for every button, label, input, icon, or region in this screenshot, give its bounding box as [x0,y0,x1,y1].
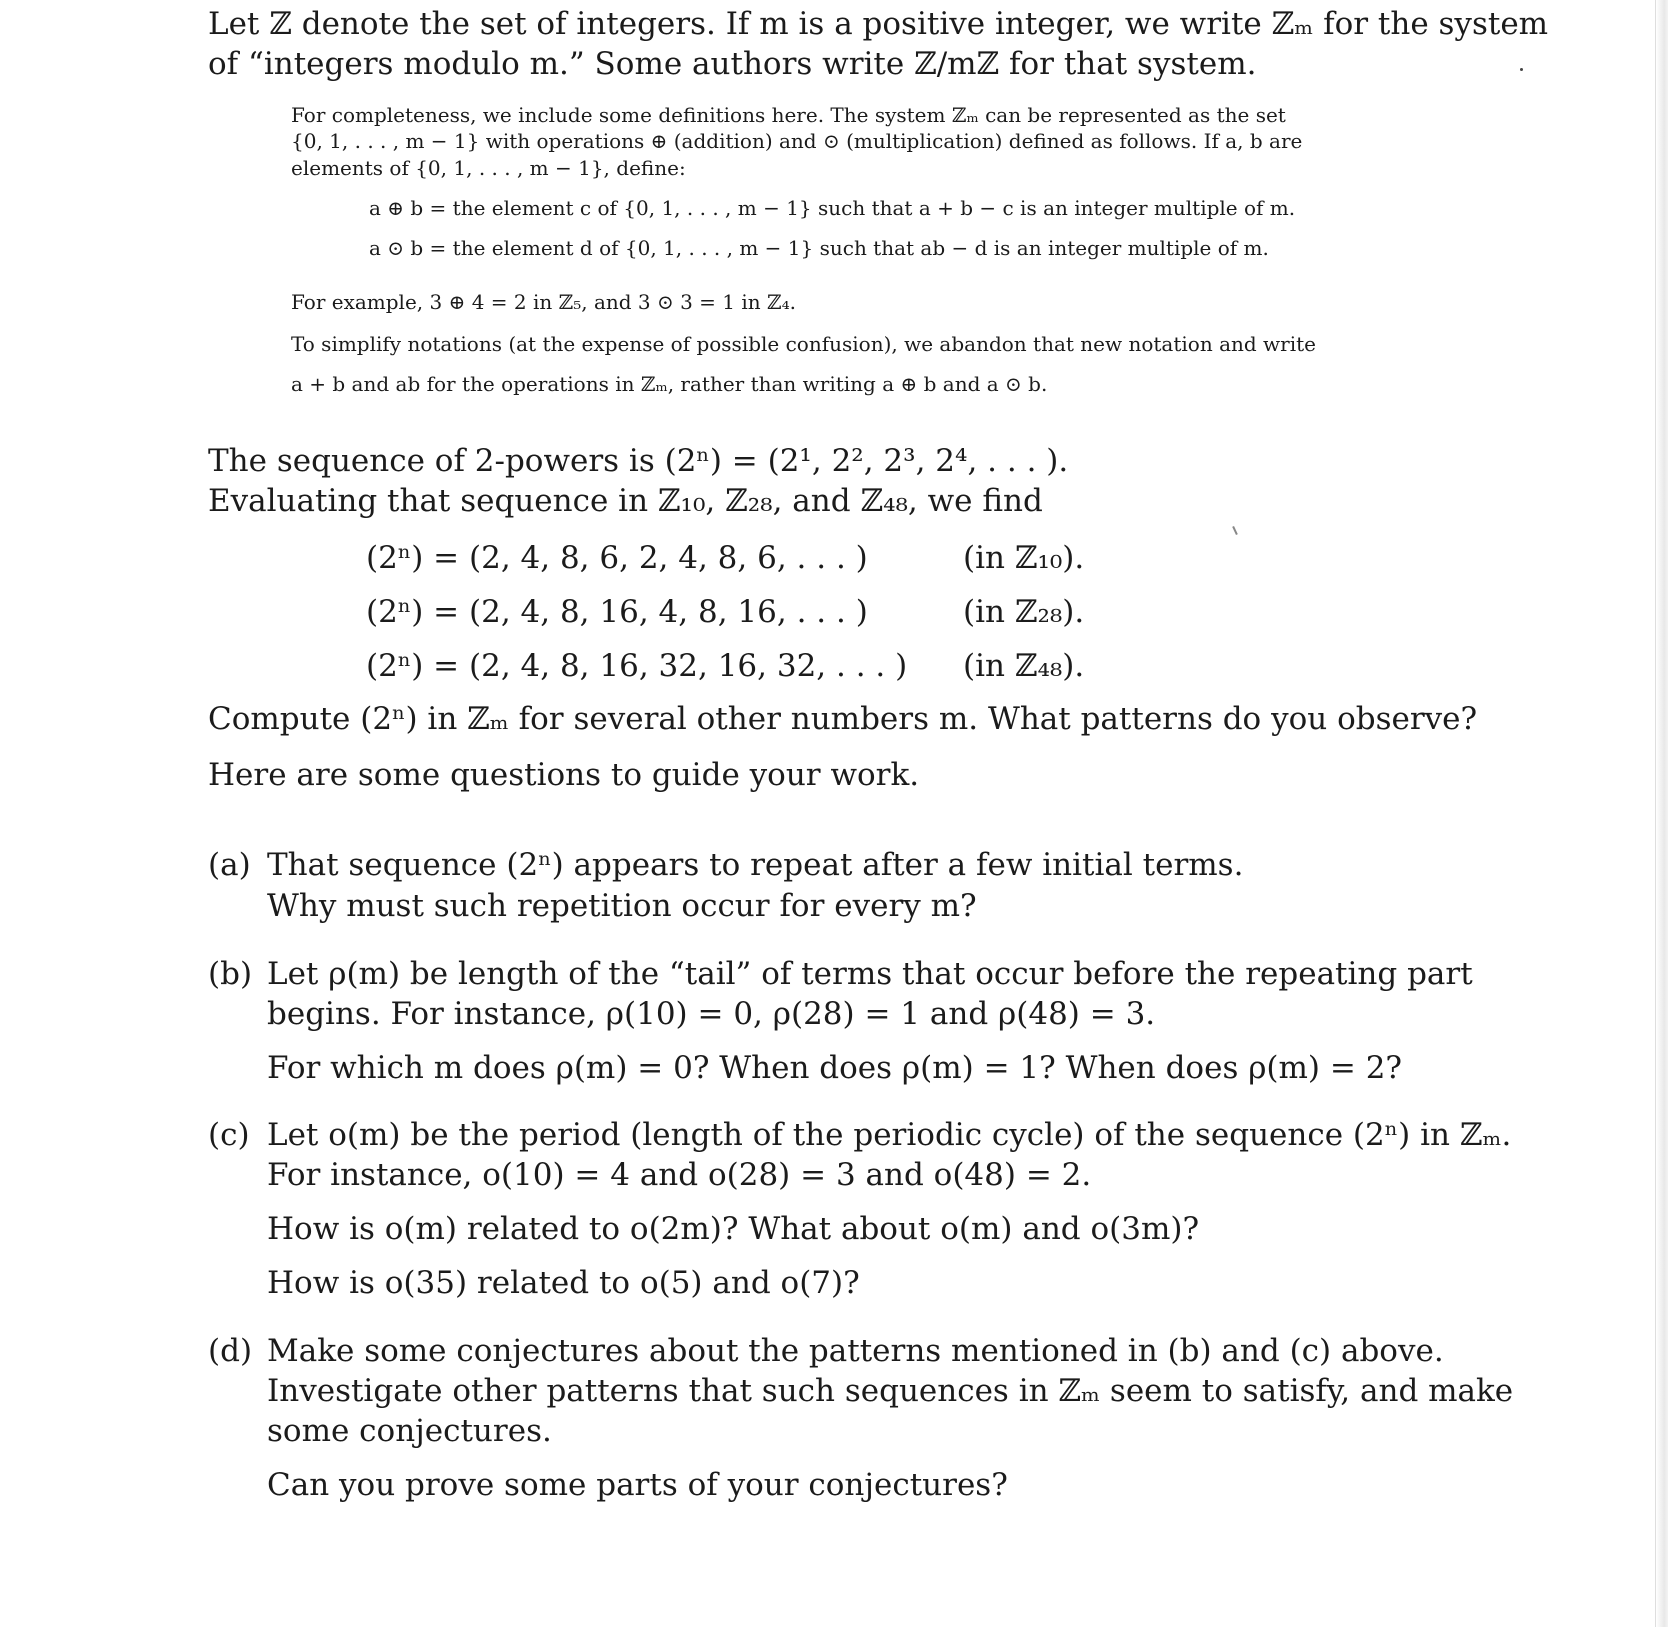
sequence-line-2: Evaluating that sequence in ℤ₁₀, ℤ₂₈, and ℤ₄₈, we find [208,483,1043,519]
page-edge-shadow [1655,0,1668,1627]
question-d-line-1: Make some conjectures about the patterns mentioned in (b) and (c) above. [267,1333,1444,1369]
aside-line-2: {0, 1, . . . , m − 1} with operations ⊕ (addition) and ⊙ (multiplication) defined as follows. If a, b are [291,129,1303,153]
question-c-line-4: How is o(35) related to o(5) and o(7)? [267,1265,860,1301]
sequence-eq-mod-48: (2ⁿ) = (2, 4, 8, 16, 32, 16, 32, . . . ) [366,648,908,684]
guide-intro: Here are some questions to guide your work. [208,757,920,793]
aside-line-3: elements of {0, 1, . . . , m − 1}, define: [291,156,686,180]
question-b-line-2: begins. For instance, ρ(10) = 0, ρ(28) = 1 and ρ(48) = 3. [267,996,1156,1032]
sequence-where-mod-10: (in ℤ₁₀). [963,540,1085,576]
sequence-eq-mod-10: (2ⁿ) = (2, 4, 8, 6, 2, 4, 8, 6, . . . ) [366,540,868,576]
intro-line-1: Let ℤ denote the set of integers. If m is a positive integer, we write ℤₘ for the system [208,6,1549,42]
sequence-line-1: The sequence of 2-powers is (2ⁿ) = (2¹, 2², 2³, 2⁴, . . . ). [208,443,1069,479]
aside-simplify-line-1: To simplify notations (at the expense of possible confusion), we abandon that new notation and write [291,332,1316,356]
sequence-where-mod-28: (in ℤ₂₈). [963,594,1085,630]
question-c-label: (c) [208,1117,250,1153]
question-b-line-1: Let ρ(m) be length of the “tail” of terms that occur before the repeating part [267,956,1473,992]
question-a-line-1: That sequence (2ⁿ) appears to repeat after a few initial terms. [267,847,1244,883]
question-d-line-2: Investigate other patterns that such sequences in ℤₘ seem to satisfy, and make [267,1373,1514,1409]
question-b-label: (b) [208,956,253,992]
definition-addition: a ⊕ b = the element c of {0, 1, . . . , m − 1} such that a + b − c is an integer multiple of m. [369,196,1296,220]
question-d-line-3: some conjectures. [267,1413,552,1449]
question-d-line-4: Can you prove some parts of your conjectures? [267,1467,1008,1503]
question-c-line-1: Let o(m) be the period (length of the periodic cycle) of the sequence (2ⁿ) in ℤₘ. [267,1117,1512,1153]
aside-simplify-line-2: a + b and ab for the operations in ℤₘ, rather than writing a ⊕ b and a ⊙ b. [291,372,1048,396]
question-c-line-2: For instance, o(10) = 4 and o(28) = 3 and o(48) = 2. [267,1157,1092,1193]
sequence-where-mod-48: (in ℤ₄₈). [963,648,1085,684]
sequence-eq-mod-28: (2ⁿ) = (2, 4, 8, 16, 4, 8, 16, . . . ) [366,594,868,630]
scan-speck [1520,68,1523,71]
aside-line-1: For completeness, we include some definitions here. The system ℤₘ can be represented as the set [291,103,1286,127]
intro-line-2: of “integers modulo m.” Some authors write ℤ/mℤ for that system. [208,46,1257,82]
compute-prompt: Compute (2ⁿ) in ℤₘ for several other numbers m. What patterns do you observe? [208,701,1478,737]
question-c-line-3: How is o(m) related to o(2m)? What about o(m) and o(3m)? [267,1211,1200,1247]
question-a-line-2: Why must such repetition occur for every m? [267,888,977,924]
question-d-label: (d) [208,1333,253,1369]
definition-multiplication: a ⊙ b = the element d of {0, 1, . . . , m − 1} such that ab − d is an integer multiple of m. [369,236,1269,260]
aside-example: For example, 3 ⊕ 4 = 2 in ℤ₅, and 3 ⊙ 3 = 1 in ℤ₄. [291,290,796,314]
scan-stray-mark [1232,526,1238,535]
question-b-line-3: For which m does ρ(m) = 0? When does ρ(m) = 1? When does ρ(m) = 2? [267,1050,1403,1086]
question-a-label: (a) [208,847,251,883]
